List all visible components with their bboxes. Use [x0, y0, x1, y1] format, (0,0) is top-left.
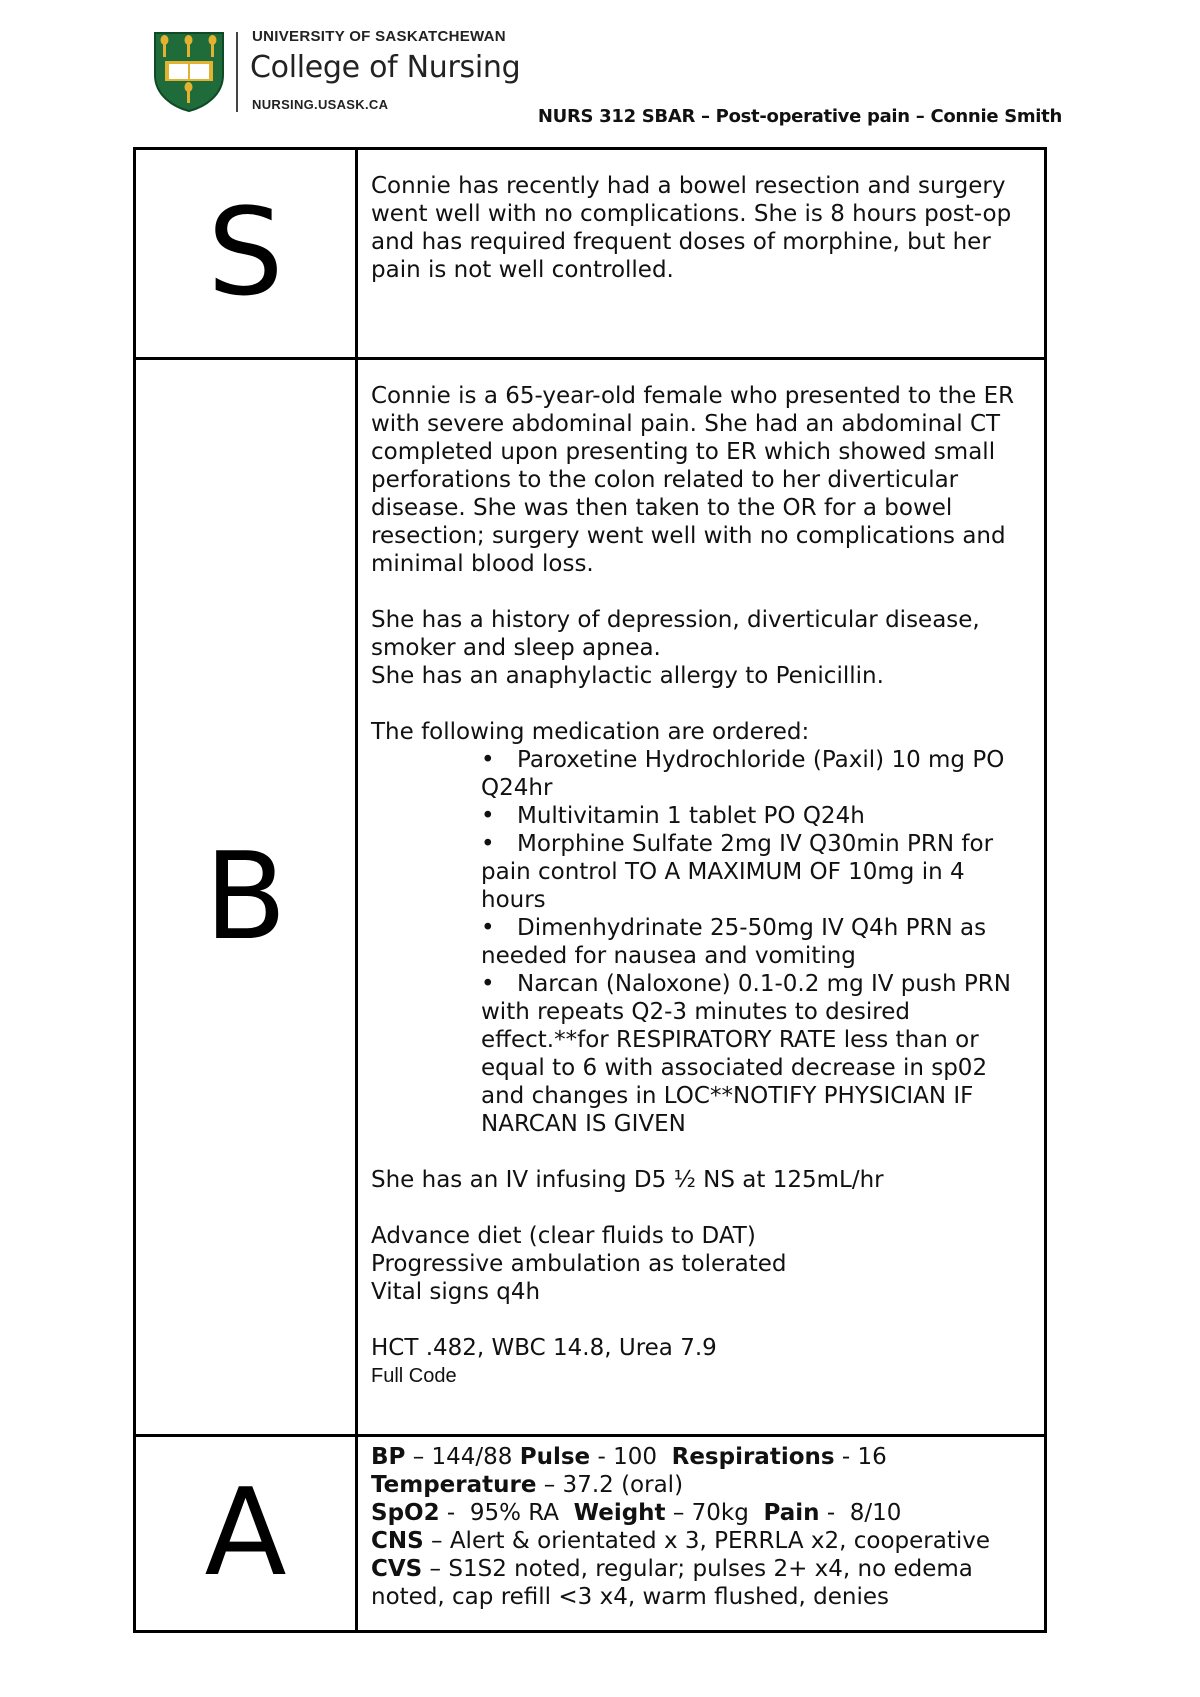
medication-item: • Multivitamin 1 tablet PO Q24h	[481, 802, 1034, 830]
background-content	[357, 359, 1046, 1436]
background-allergy: She has an anaphylactic allergy to Penicillin.	[371, 663, 884, 689]
medication-item: • Dimenhydrinate 25-50mg IV Q4h PRN as needed for nausea and vomiting	[481, 914, 1034, 970]
assessment-row	[135, 1436, 1046, 1632]
cns-assessment: CNS – Alert & orientated x 3, PERRLA x2, cooperative	[371, 1528, 991, 1554]
order-ambulation: Progressive ambulation as tolerated	[371, 1251, 787, 1277]
college-name: College of Nursing	[250, 50, 521, 85]
university-name: UNIVERSITY OF SASKATCHEWAN	[252, 28, 506, 45]
situation-content	[357, 149, 1046, 359]
vitals-line-1: BP – 144/88 Pulse - 100 Respirations - 16	[371, 1444, 887, 1470]
order-vitals: Vital signs q4h	[371, 1279, 541, 1305]
background-letter: B	[135, 359, 357, 1436]
assessment-content	[357, 1436, 1046, 1632]
background-history: Connie is a 65-year-old female who presented to the ER with severe abdominal pain. She had an abdominal CT completed upon presenting to ER which showed small perforations to the colon related to her diverticular disease. She was then taken to the OR for a bowel resection; surgery went well with no complications and minimal blood loss.	[371, 383, 1015, 577]
order-diet: Advance diet (clear fluids to DAT)	[371, 1223, 756, 1249]
page-header	[0, 0, 1200, 140]
cvs-assessment: CVS – S1S2 noted, regular; pulses 2+ x4, no edema noted, cap refill <3 x4, warm flushed, denies	[371, 1556, 973, 1610]
medication-item: • Narcan (Naloxone) 0.1-0.2 mg IV push PRN with repeats Q2-3 minutes to desired effect.**for RESPIRATORY RATE less than or equal to 6 with associated decrease in sp02 and changes in LOC**NOTIFY PHYSICIAN IF NARCAN IS GIVEN	[481, 970, 1034, 1138]
situation-row	[135, 149, 1046, 359]
code-status: Full Code	[371, 1365, 457, 1387]
lab-values: HCT .482, WBC 14.8, Urea 7.9	[371, 1335, 717, 1361]
sbar-table	[133, 147, 1047, 1633]
medication-item: • Paroxetine Hydrochloride (Paxil) 10 mg PO Q24hr	[481, 746, 1034, 802]
university-crest-icon	[153, 31, 225, 113]
medication-item: • Morphine Sulfate 2mg IV Q30min PRN for pain control TO A MAXIMUM OF 10mg in 4 hours	[481, 830, 1034, 914]
vitals-line-2: Temperature – 37.2 (oral)	[371, 1472, 684, 1498]
medications-intro: The following medication are ordered:	[371, 719, 810, 745]
background-row	[135, 359, 1046, 1436]
iv-infusion: She has an IV infusing D5 ½ NS at 125mL/hr	[371, 1167, 884, 1193]
background-medical-history: She has a history of depression, diverticular disease, smoker and sleep apnea.	[371, 607, 980, 661]
document-title: NURS 312 SBAR – Post-operative pain – Connie Smith	[537, 106, 1062, 127]
header-divider	[236, 32, 238, 112]
situation-text: Connie has recently had a bowel resection and surgery went well with no complications. She is 8 hours post-op and has required frequent doses of morphine, but her pain is not well controlled.	[371, 173, 1012, 283]
college-url: NURSING.USASK.CA	[252, 97, 389, 112]
vitals-line-3: SpO2 - 95% RA Weight – 70kg Pain - 8/10	[371, 1500, 902, 1526]
medication-list	[371, 746, 1034, 1138]
situation-letter: S	[135, 149, 357, 359]
assessment-letter: A	[135, 1436, 357, 1632]
